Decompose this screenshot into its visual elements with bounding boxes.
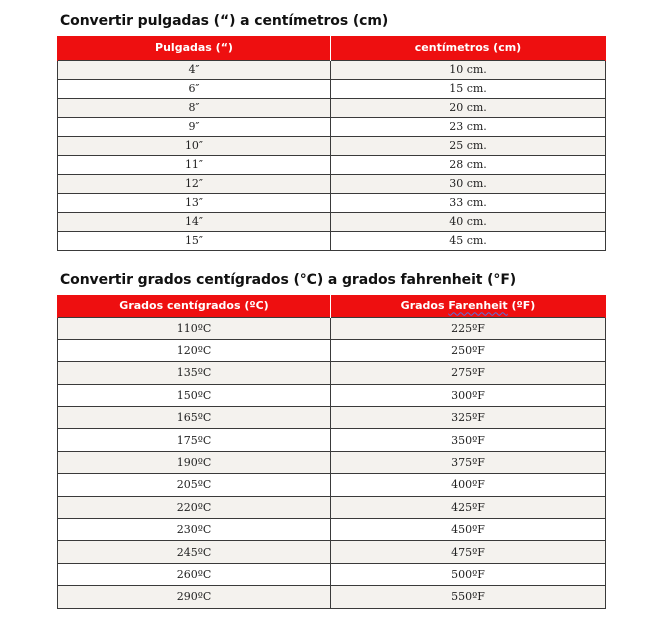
inches-cell: 8″ [58,98,331,117]
inches-cell: 12″ [58,174,331,193]
cm-cell: 15 cm. [331,79,606,98]
table-row [58,563,606,585]
inches-cell: 14″ [58,212,331,231]
celsius-cell: 120ºC [58,339,331,361]
cm-cell: 25 cm. [331,136,606,155]
table-row [58,79,606,98]
inches-cell: 6″ [58,79,331,98]
inches-cell: 11″ [58,155,331,174]
fahrenheit-cell: 375ºF [331,451,606,473]
inches-cell: 15″ [58,231,331,250]
fahrenheit-cell: 425ºF [331,496,606,518]
celsius-cell: 230ºC [58,519,331,541]
table-row [58,496,606,518]
celsius-cell: 205ºC [58,474,331,496]
table-row [58,174,606,193]
fahrenheit-cell: 400ºF [331,474,606,496]
celsius-cell: 260ºC [58,563,331,585]
table-row [58,384,606,406]
table-row [58,317,606,339]
fahrenheit-cell: 275ºF [331,362,606,384]
table-row [58,117,606,136]
table-row [58,136,606,155]
inches-table-title: Convertir pulgadas (“) a centímetros (cm) [60,13,389,29]
column-header-inches: Pulgadas (“) [58,36,331,60]
cm-cell: 30 cm. [331,174,606,193]
inches-to-cm-table [57,36,606,251]
table-row [58,212,606,231]
column-header-cm: centímetros (cm) [331,36,606,60]
inches-cell: 9″ [58,117,331,136]
fahrenheit-cell: 475ºF [331,541,606,563]
table-row [58,193,606,212]
table-row [58,519,606,541]
table-row [58,474,606,496]
table-header-row [58,295,606,317]
fahrenheit-cell: 225ºF [331,317,606,339]
inches-cell: 10″ [58,136,331,155]
celsius-cell: 175ºC [58,429,331,451]
cm-cell: 23 cm. [331,117,606,136]
cm-cell: 28 cm. [331,155,606,174]
table-row [58,586,606,608]
table-row [58,60,606,79]
inches-cell: 13″ [58,193,331,212]
celsius-cell: 290ºC [58,586,331,608]
celsius-cell: 190ºC [58,451,331,473]
fahrenheit-header-suffix: (ºF) [507,299,536,313]
fahrenheit-cell: 325ºF [331,407,606,429]
celsius-cell: 150ºC [58,384,331,406]
column-header-fahrenheit [331,295,606,317]
celsius-to-fahrenheit-table [57,295,606,609]
celsius-cell: 220ºC [58,496,331,518]
table-row [58,339,606,361]
celsius-cell: 245ºC [58,541,331,563]
cm-cell: 33 cm. [331,193,606,212]
celsius-cell: 135ºC [58,362,331,384]
celsius-cell: 110ºC [58,317,331,339]
cm-cell: 40 cm. [331,212,606,231]
celsius-cell: 165ºC [58,407,331,429]
fahrenheit-header-prefix: Grados [400,299,449,313]
cm-cell: 45 cm. [331,231,606,250]
fahrenheit-cell: 550ºF [331,586,606,608]
fahrenheit-header-word: Farenheit [448,299,508,313]
fahrenheit-cell: 300ºF [331,384,606,406]
cm-cell: 20 cm. [331,98,606,117]
table-row [58,231,606,250]
table-row [58,541,606,563]
table-row [58,451,606,473]
column-header-celsius: Grados centígrados (ºC) [58,295,331,317]
fahrenheit-cell: 250ºF [331,339,606,361]
fahrenheit-cell: 450ºF [331,519,606,541]
fahrenheit-cell: 350ºF [331,429,606,451]
table-row [58,155,606,174]
table-header-row [58,36,606,60]
table-row [58,429,606,451]
table-row [58,362,606,384]
table-row [58,407,606,429]
table-row [58,98,606,117]
fahrenheit-cell: 500ºF [331,563,606,585]
temperature-table-title: Convertir grados centígrados (°C) a grados fahrenheit (°F) [60,272,517,288]
inches-cell: 4″ [58,60,331,79]
cm-cell: 10 cm. [331,60,606,79]
